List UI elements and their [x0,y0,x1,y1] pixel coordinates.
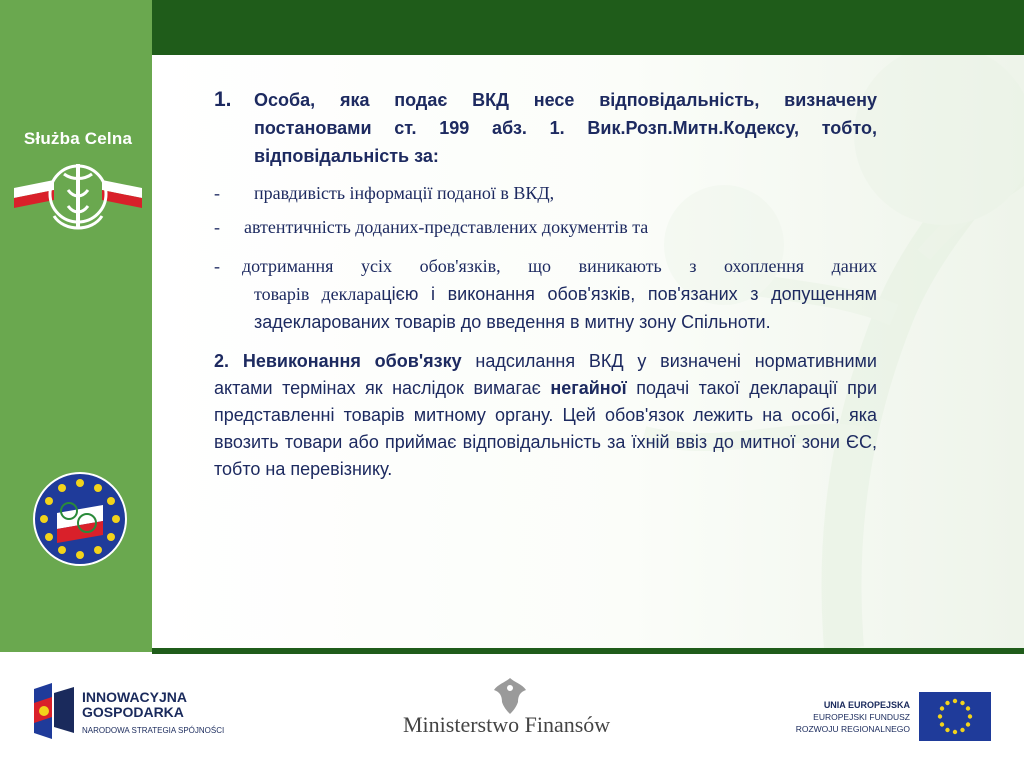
bullet-1 [214,180,877,206]
paragraph-1-text: Особа, яка подає ВКД несе відповідальність, визначену постановами ст. 199 абз. 1. Вик.Розп.Митн.Кодексу, тобто, відповідальність за: [254,90,877,166]
eu-line1: UNIA EUROPEJSKA [823,700,910,710]
igs-subtitle: NARODOWA STRATEGIA SPÓJNOŚCI [82,726,225,735]
sluzba-celna-title: Służba Celna [23,129,133,148]
ministry-name: Ministerstwo Finansów [403,712,611,737]
eu-ecustoms-badge-icon [31,471,129,567]
bullet-3-rest [254,280,877,336]
bullet-2-dash: - [214,217,220,237]
eu-fund-text [786,699,910,735]
paragraph-2-text-b: подачі такої декларації при представленні товарів митному органу. Цей обов'язок лежить на особі, яка ввозить товари або приймає відповідальність за їхній ввіз до митної зони ЄС, тобто на перевізнику. [214,378,877,479]
eu-flag-icon [919,692,991,741]
customs-emblem-icon [14,150,142,242]
polish-eagle-icon [490,674,530,716]
bullet-3-serif-part: товарів деклара [254,284,382,304]
bullet-1-text: правдивість інформації поданої в ВКД, [254,183,555,203]
paragraph-2 [214,348,877,483]
igs-line2: GOSPODARKA [82,704,184,720]
bullet-3-line1: дотримання усіх обов'язків, що виникають з охоплення даних [242,256,877,276]
bullet-3-sans-part: цією і виконання обов'язків, пов'язаних з допущенням задекларованих товарів до введення в митну зону Спільноти. [254,284,878,332]
eu-line3: ROZWOJU REGIONALNEGO [795,724,910,734]
bullet-2-text: автентичність доданих-представлених документів та [244,217,649,237]
top-bar [152,0,1024,55]
paragraph-2-text-a: надсилання ВКД у визначені нормативними актами термінах як наслідок вимагає [214,351,877,398]
bullet-3 [214,252,877,336]
paragraph-1-number: 1. [214,88,232,111]
bullet-2 [214,214,877,240]
bullet-1-dash: - [214,183,220,203]
paragraph-2-number: 2. [214,351,230,371]
paragraph-2-bold-mid: негайної [550,378,627,398]
igs-title [82,690,187,720]
paragraph-2-text [214,348,877,483]
igs-line1: INNOWACYJNA [82,689,188,705]
main-text [214,86,877,483]
bullet-3-dash: - [214,256,220,276]
paragraph-2-bold-lead: Невиконання обов'язку [242,351,462,371]
paragraph-1 [214,86,877,170]
eu-line2: EUROPEJSKI FUNDUSZ [813,712,910,722]
